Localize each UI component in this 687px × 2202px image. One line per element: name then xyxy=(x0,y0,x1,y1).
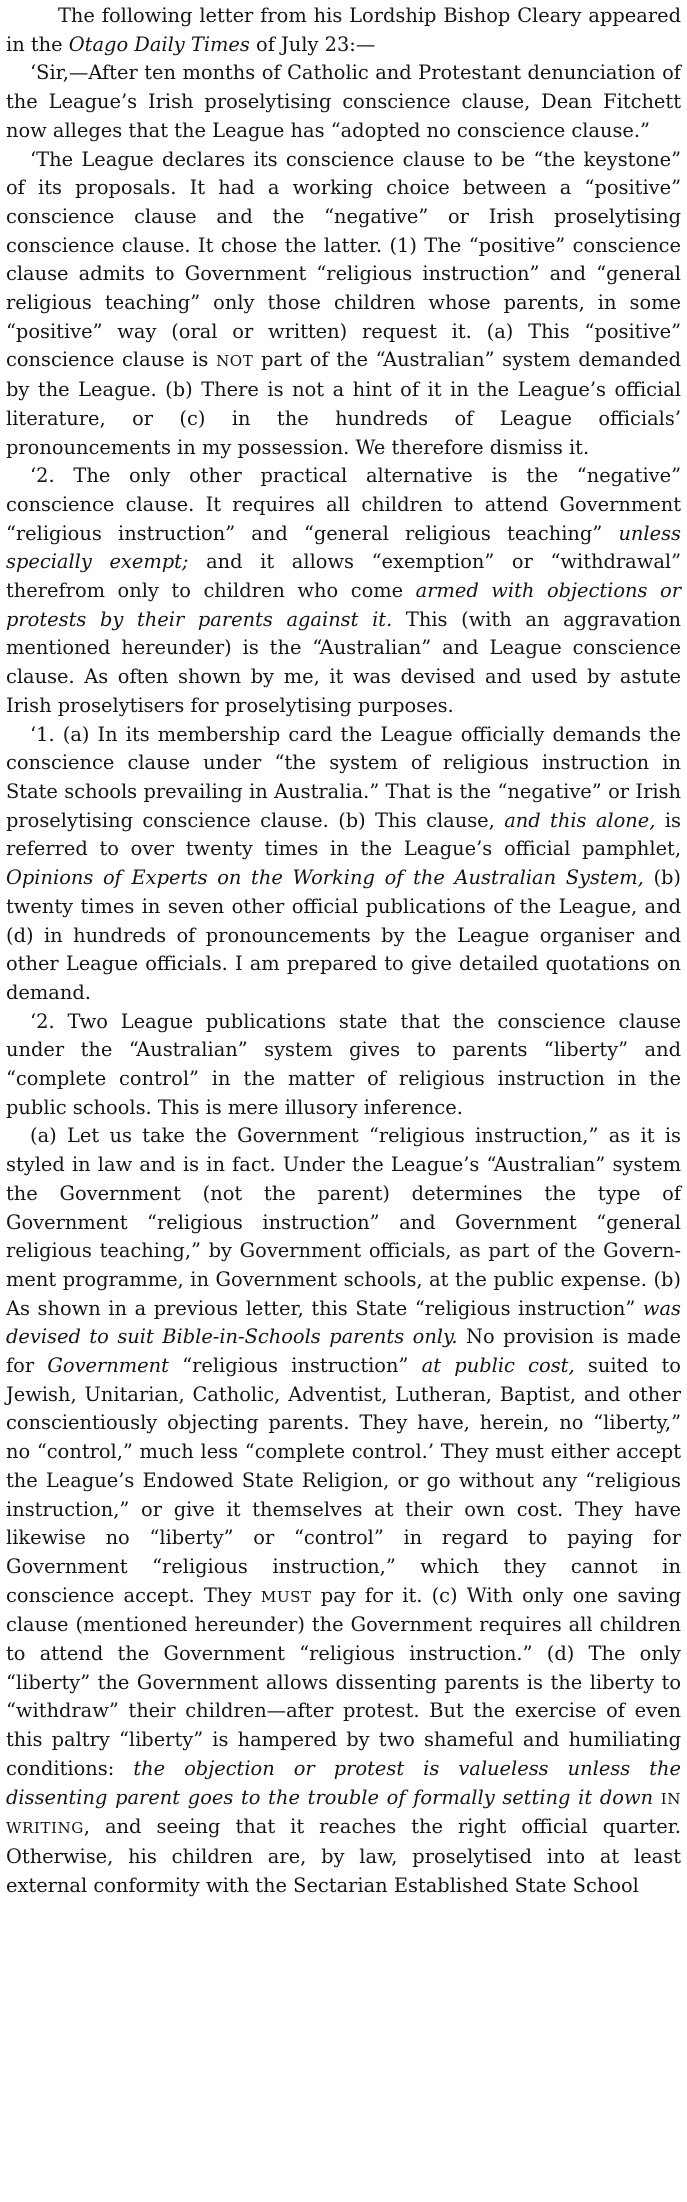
liberty-paragraph xyxy=(6,1008,681,1123)
negative-text-2: and it allows “exemption” or “withdrawal” therefrom only to children who come xyxy=(6,550,681,603)
in-writing-emphasis: IN WRITING xyxy=(6,1789,681,1838)
gov-text-6: , and seeing that it reaches the right official quarter. Otherwise, his children are, by law, proselytised into at least external conformity with the Sectarian Established State School xyxy=(6,1815,681,1897)
gov-text-space xyxy=(653,1786,661,1809)
not-emphasis: NOT xyxy=(216,352,254,371)
salutation-paragraph xyxy=(6,59,681,145)
gov-text-4: suited to Jewish, Unitarian, Catholic, Adventist, Lutheran, Baptist, and other conscientiously objecting parents. They have, herein, no “liberty,” no “control,” much less “complete control.’ They must either accept the League’s Endowed State Religion, or go without any “religious instruction,” or give it themselves at their own cost. They have likewise no “liberty” or “control” in regard to paying for Government “religious instruction,” which they cannot in conscience accept. They xyxy=(6,1354,681,1607)
membership-text-3: (b) twenty times in seven other official publications of the League, and (d) in hundreds of pronouncements by the League organiser and other League officials. I am prepared to give detailed quotations on demand. xyxy=(6,866,681,1004)
newspaper-title: Otago Daily Times xyxy=(68,32,250,56)
government-instruction-paragraph xyxy=(6,1122,681,1900)
gov-text-2: No provision is made for xyxy=(6,1325,681,1378)
unless-exempt-emphasis: unless specially exempt; xyxy=(6,521,681,574)
gov-text-5: pay for it. (c) With only one saving clause (mentioned hereunder) the Government requires all children to attend the Government “religious instruction.” (d) The only “liberty” the Government allows dissenting parents is the liberty to “withdraw” their children—after protest. But the exercise of even this paltry “liberty” is hampered by two shameful and humiliating conditions: xyxy=(6,1583,681,1780)
negative-text-1: ‘2. The only other practical alternative is the “negative” conscience clause. It requires all children to attend Government “religious instruction” and “general religious teaching” xyxy=(6,464,681,545)
pamphlet-title: Opinions of Experts on the Working of the Australian System, xyxy=(6,866,644,890)
membership-card-paragraph xyxy=(6,721,681,1008)
membership-text-1: ‘1. (a) In its membership card the League officially demands the conscience clause under “the system of religious instruction in State schools prevailing in Australia.” That is the “negative” or Irish proselytising conscience clause. (b) This clause, xyxy=(6,722,681,832)
negative-clause-paragraph xyxy=(6,462,681,720)
keystone-paragraph xyxy=(6,146,681,463)
keystone-text-2: part of the “Australian” system demanded by the League. (b) There is not a hint of it in the League’s official literature, or (c) in the hundreds of League officials’ pronouncements in my possession. We therefore dismiss it. xyxy=(6,348,681,459)
salutation-text: ‘Sir,—After ten months of Catholic and Protestant denunciation of the League’s Irish proselytising conscience clause, Dean Fitchett now alleges that the League has “adopted no conscience clause.” xyxy=(6,61,681,142)
intro-paragraph xyxy=(6,2,681,59)
intro-text: The following letter from his Lordship Bishop Cleary appeared in the xyxy=(6,4,681,56)
keystone-text-1: ‘The League declares its conscience clause to be “the keystone” of its proposals. It had a working choice between a “positive” conscience clause and the “negative” or Irish proselytising conscience clause. It chose the latter. (1) The “positive” conscience clause admits to Government “religious instruction” and “general religious teaching” only those children whose parents, in some “positive” way (oral or written) request it. (a) This “positive” conscience clause is xyxy=(6,147,681,372)
public-cost-emphasis: at public cost, xyxy=(421,1354,575,1378)
bible-in-schools-emphasis: was devised to suit Bible-in-Schools parents only. xyxy=(6,1296,681,1349)
armed-objections-emphasis: armed with objections or protests by their parents against it. xyxy=(6,579,681,631)
gov-text-3: “religious instruction” xyxy=(168,1354,422,1378)
negative-text-3: This (with an aggravation mentioned hereunder) is the “Australian” and League conscience clause. As often shown by me, it was devised and used by astute Irish proselytisers for proselytising purposes. xyxy=(6,607,682,717)
this-alone-emphasis: and this alone, xyxy=(504,808,656,832)
must-emphasis: MUST xyxy=(260,1587,312,1606)
government-emphasis: Government xyxy=(47,1354,169,1378)
valueless-objection-emphasis: the objection or protest is valueless unless the dissenting parent goes to the trouble of formally setting it down xyxy=(6,1756,681,1809)
intro-date: of July 23:— xyxy=(249,32,376,56)
gov-text-1: (a) Let us take the Government “religious instruction,” as it is styled in law and is in fact. Under the League’s “Australian” system the Government (not the parent) determines the type of Government “religious instruction” and Government “general religious teaching,” by Government officials, as part of the Government programme, in Government schools, at the public expense. (b) As shown in a previous letter, this State “religious instruction” xyxy=(6,1124,681,1320)
membership-text-2: is referred to over twenty times in the League’s official pamphlet, xyxy=(6,808,681,861)
liberty-text: ‘2. Two League publications state that the conscience clause under the “Australian” system gives to parents “liberty” and “complete control” in the matter of religious instruction in the public schools. This is mere illusory inference. xyxy=(6,1009,681,1119)
